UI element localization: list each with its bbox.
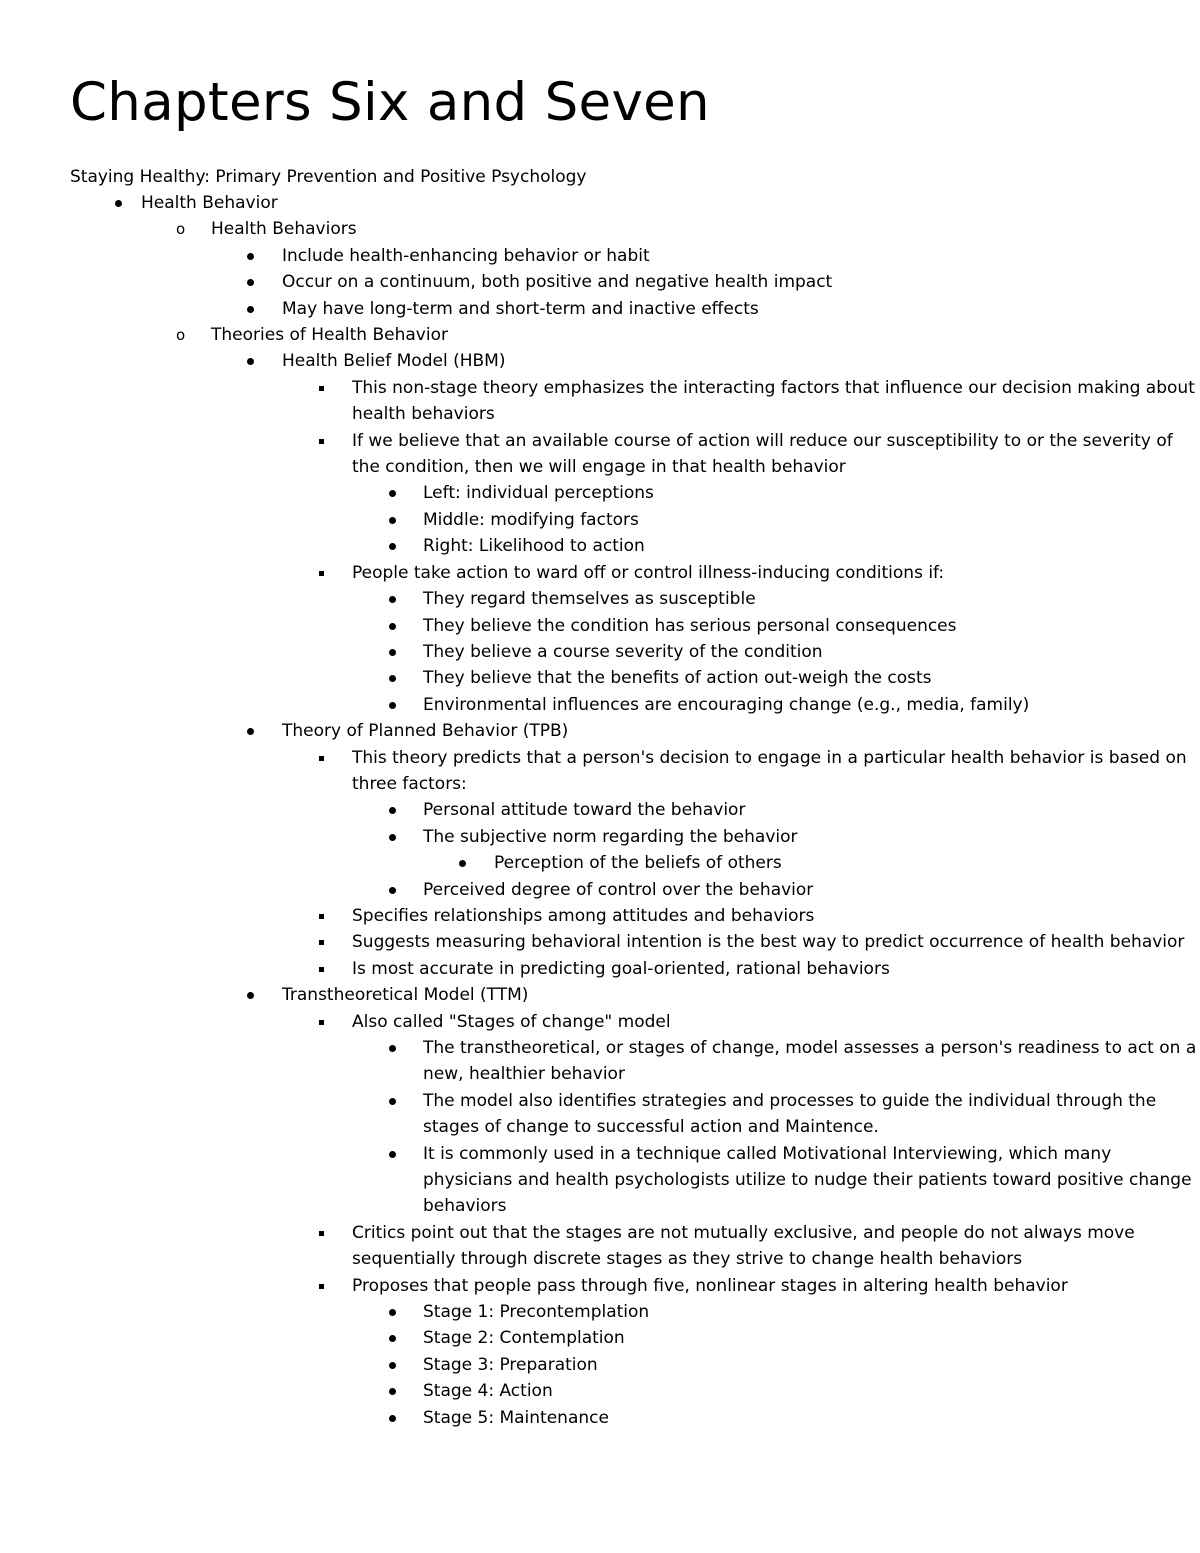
bullet-circle-icon: o bbox=[176, 220, 186, 239]
outline-item-text: May have long-term and short-term and inactive effects bbox=[282, 298, 759, 319]
outline-item bbox=[0, 243, 1200, 269]
outline-item-text: If we believe that an available course of action will reduce our susceptibility to or the severity of the condition, then we will engage in that health behavior bbox=[352, 430, 1173, 478]
outline-item-text: Stage 2: Contemplation bbox=[423, 1328, 625, 1349]
outline-item bbox=[0, 877, 1200, 903]
outline-item bbox=[0, 824, 1200, 850]
outline-item bbox=[0, 1088, 1200, 1141]
outline-item-text: Stage 5: Maintenance bbox=[423, 1407, 609, 1428]
outline-item bbox=[0, 903, 1200, 929]
outline-item-text: It is commonly used in a technique called Motivational Interviewing, which many physicians and health psychologists utilize to nudge their patients toward positive change behaviors bbox=[423, 1143, 1192, 1217]
outline-item bbox=[0, 929, 1200, 955]
outline-item-text: Right: Likelihood to action bbox=[423, 536, 645, 557]
outline-item bbox=[0, 982, 1200, 1008]
page-title: Chapters Six and Seven bbox=[70, 72, 710, 133]
outline-item-text: Include health-enhancing behavior or habit bbox=[282, 245, 650, 266]
outline-item bbox=[0, 322, 1200, 348]
outline-item-text: Proposes that people pass through five, nonlinear stages in altering health behavior bbox=[352, 1275, 1068, 1296]
outline-item bbox=[0, 1378, 1200, 1404]
outline-item-text: They believe the condition has serious personal consequences bbox=[423, 615, 957, 636]
outline-item bbox=[0, 480, 1200, 506]
page-subtitle: Staying Healthy: Primary Prevention and Positive Psychology bbox=[70, 167, 587, 187]
outline-item bbox=[0, 1273, 1200, 1299]
outline-item-text: Health Belief Model (HBM) bbox=[282, 351, 506, 372]
outline-item-text: The model also identifies strategies and processes to guide the individual through the stages of change to successful action and Maintence. bbox=[423, 1090, 1157, 1138]
outline-item-text: Health Behavior bbox=[141, 193, 278, 213]
outline-item bbox=[0, 613, 1200, 639]
outline-item bbox=[0, 1035, 1200, 1088]
outline-item bbox=[0, 745, 1200, 798]
outline-item-text: Health Behaviors bbox=[211, 219, 357, 240]
outline-item-text: They regard themselves as susceptible bbox=[423, 589, 756, 610]
outline-item-text: Theory of Planned Behavior (TPB) bbox=[282, 721, 569, 742]
outline-item-text: Left: individual perceptions bbox=[423, 483, 654, 504]
outline-item bbox=[0, 718, 1200, 744]
outline-item bbox=[0, 1299, 1200, 1325]
outline-item-text: They believe a course severity of the condition bbox=[423, 641, 823, 662]
outline-item bbox=[0, 533, 1200, 559]
outline-item bbox=[0, 692, 1200, 718]
outline-item bbox=[0, 1141, 1200, 1220]
outline-item-text: Theories of Health Behavior bbox=[211, 325, 448, 346]
outline-item-text: Personal attitude toward the behavior bbox=[423, 800, 746, 821]
outline-item-text: Is most accurate in predicting goal-oriented, rational behaviors bbox=[352, 958, 890, 979]
outline-item bbox=[0, 586, 1200, 612]
outline-item-text: Stage 3: Preparation bbox=[423, 1354, 598, 1375]
outline-item-text: This theory predicts that a person's decision to engage in a particular health behavior is based on three factors: bbox=[352, 747, 1187, 794]
outline-item-text: Stage 4: Action bbox=[423, 1381, 553, 1402]
outline-item bbox=[0, 348, 1200, 374]
outline-item bbox=[0, 1220, 1200, 1273]
bullet-circle-icon: o bbox=[176, 326, 186, 345]
outline-item bbox=[0, 956, 1200, 982]
outline-item-text: This non-stage theory emphasizes the interacting factors that influence our decision making about health behaviors bbox=[352, 377, 1195, 425]
outline-item-text: Stage 1: Precontemplation bbox=[423, 1302, 650, 1323]
outline-item bbox=[0, 1009, 1200, 1035]
outline-item bbox=[0, 1325, 1200, 1351]
outline-item bbox=[0, 665, 1200, 691]
outline-item-text: People take action to ward off or control illness-inducing conditions if: bbox=[352, 562, 945, 583]
outline-item bbox=[0, 269, 1200, 295]
outline-item bbox=[0, 428, 1200, 481]
outline-item-text: Perception of the beliefs of others bbox=[494, 853, 782, 874]
outline-item-text: Also called "Stages of change" model bbox=[352, 1011, 671, 1032]
outline-item bbox=[0, 296, 1200, 322]
outline-item bbox=[0, 507, 1200, 533]
outline-item bbox=[0, 797, 1200, 823]
outline-item-text: Specifies relationships among attitudes and behaviors bbox=[352, 905, 815, 926]
outline-item-text: The subjective norm regarding the behavior bbox=[423, 826, 798, 847]
outline-item bbox=[0, 190, 1200, 216]
outline-item-text: Perceived degree of control over the behavior bbox=[423, 879, 814, 900]
outline-item-text: Middle: modifying factors bbox=[423, 509, 639, 530]
outline-item-text: The transtheoretical, or stages of change, model assesses a person's readiness to act on a new, healthier behavior bbox=[423, 1038, 1197, 1085]
outline-item-text: They believe that the benefits of action out-weigh the costs bbox=[423, 668, 932, 689]
notes-outline bbox=[0, 190, 1200, 1431]
outline-item bbox=[0, 216, 1200, 242]
outline-item bbox=[0, 1405, 1200, 1431]
outline-item bbox=[0, 639, 1200, 665]
outline-item-text: Environmental influences are encouraging change (e.g., media, family) bbox=[423, 694, 1030, 715]
outline-item bbox=[0, 1352, 1200, 1378]
outline-item-text: Suggests measuring behavioral intention is the best way to predict occurrence of health behavior bbox=[352, 932, 1185, 953]
outline-item bbox=[0, 850, 1200, 876]
outline-item-text: Critics point out that the stages are not mutually exclusive, and people do not always move sequentially through discrete stages as they strive to change health behaviors bbox=[352, 1222, 1135, 1270]
outline-item bbox=[0, 375, 1200, 428]
outline-item bbox=[0, 560, 1200, 586]
outline-item-text: Transtheoretical Model (TTM) bbox=[282, 985, 529, 1006]
outline-item-text: Occur on a continuum, both positive and negative health impact bbox=[282, 272, 833, 293]
